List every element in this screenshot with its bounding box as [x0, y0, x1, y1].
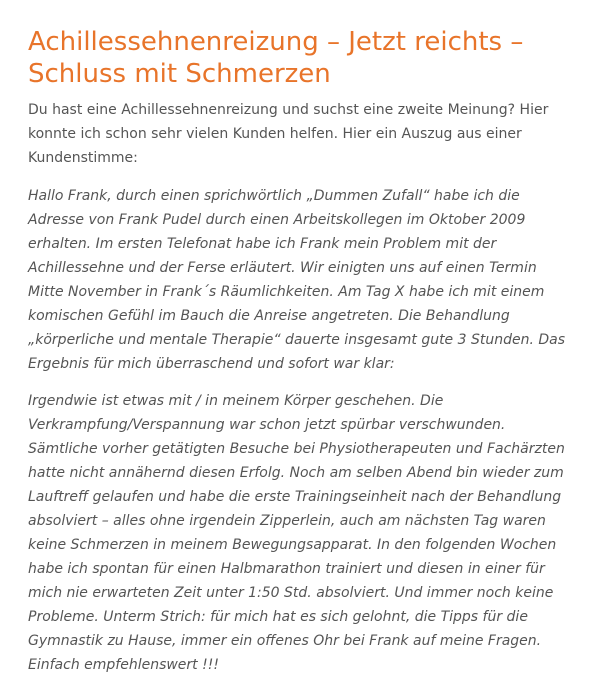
testimonial-paragraph-2: Irgendwie ist etwas mit / in meinem Körper geschehen. Die Verkrampfung/Verspannung war schon jetzt spürbar verschwunden. Sämtliche vorher getätigten Besuche bei Physiotherapeuten und Fachärzten hatte nicht annähernd diesen Erfolg. Noch am selben Abend bin wieder zum Lauftreff gelaufen und habe die erste Trainingseinheit nach der Behandlung absolviert – alles ohne irgendein Zipperlein, auch am nächsten Tag waren keine Schmerzen in meinem Bewegungsapparat. In den folgenden Wochen habe ich spontan für einen Halbmarathon trainiert und diesen in einer für mich nie erwarteten Zeit unter 1:50 Std. absolviert. Und immer noch keine Probleme. Unterm Strich: für mich hat es sich gelohnt, die Tipps für die Gymnastik zu Hause, immer ein offenes Ohr bei Frank auf meine Fragen. Einfach empfehlenswert !!! — [28, 393, 565, 673]
intro-text: Du hast eine Achillessehnenreizung und suchst eine zweite Meinung? Hier konnte ich schon sehr vielen Kunden helfen. Hier ein Auszug aus einer Kundenstimme: — [28, 102, 549, 166]
testimonial-paragraph-1: Hallo Frank, durch einen sprichwörtlich „Dummen Zufall“ habe ich die Adresse von Frank Pudel durch einen Arbeitskollegen im Oktober 2009 erhalten. Im ersten Telefonat habe ich Frank mein Problem mit der Achillessehne und der Ferse erläutert. Wir einigten uns auf einen Termin Mitte November in Frank´s Räumlichkeiten. Am Tag X habe ich mit einem komischen Gefühl im Bauch die Anreise angetreten. Die Behandlung „körperliche und mentale Therapie“ dauerte insgesamt gute 3 Stunden. Das Ergebnis für mich überraschend und sofort war klar: — [28, 188, 566, 372]
page-title: Achillessehnenreizung – Jetzt reichts – Schluss mit Schmerzen — [28, 27, 524, 89]
